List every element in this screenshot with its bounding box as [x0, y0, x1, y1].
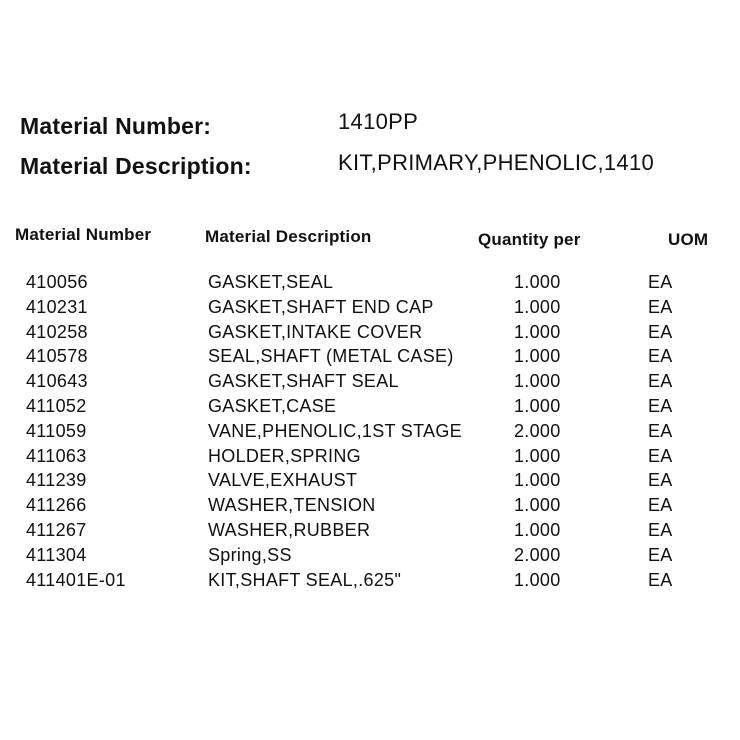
- quantity-cell: 1.000: [514, 445, 561, 466]
- quantity-cell: 1.000: [514, 470, 561, 491]
- material-description-cell: VALVE,EXHAUST: [208, 470, 358, 491]
- material-description-cell: Spring,SS: [208, 544, 292, 565]
- material-description-label: Material Description:: [20, 153, 252, 179]
- material-description-cell: VANE,PHENOLIC,1ST STAGE: [208, 420, 462, 441]
- material-description-cell: GASKET,SEAL: [208, 272, 334, 292]
- column-header-uom: UOM: [668, 230, 709, 249]
- quantity-cell: 2.000: [514, 544, 561, 565]
- table-row: [0, 396, 740, 421]
- uom-cell: EA: [648, 445, 673, 466]
- material-description-cell: WASHER,RUBBER: [208, 519, 371, 540]
- uom-cell: EA: [648, 470, 673, 491]
- quantity-cell: 1.000: [514, 296, 561, 317]
- table-row: [0, 421, 740, 446]
- quantity-cell: 1.000: [514, 569, 561, 590]
- material-description-cell: KIT,SHAFT SEAL,.625": [208, 569, 402, 590]
- material-number-cell: 410258: [26, 321, 88, 342]
- material-number-cell: 411059: [26, 420, 87, 441]
- uom-cell: EA: [648, 272, 673, 292]
- uom-cell: EA: [648, 544, 673, 565]
- material-number-label: Material Number:: [20, 113, 212, 139]
- material-number-cell: 411401E-01: [26, 569, 126, 590]
- uom-cell: EA: [648, 296, 673, 317]
- column-header-material-description: Material Description: [205, 227, 372, 246]
- uom-cell: EA: [648, 395, 673, 416]
- table-row: [0, 495, 740, 520]
- quantity-cell: 1.000: [514, 495, 561, 516]
- material-description-cell: GASKET,SHAFT END CAP: [208, 296, 434, 317]
- quantity-cell: 1.000: [514, 395, 561, 416]
- material-description-value: KIT,PRIMARY,PHENOLIC,1410: [338, 150, 655, 175]
- material-number-cell: 411239: [26, 470, 87, 491]
- material-number-cell: 410578: [26, 346, 88, 367]
- column-header-material-number: Material Number: [15, 225, 152, 244]
- uom-cell: EA: [648, 371, 673, 392]
- column-header-quantity-per: Quantity per: [478, 230, 581, 249]
- material-description-cell: WASHER,TENSION: [208, 495, 376, 516]
- quantity-cell: 1.000: [514, 371, 561, 392]
- material-number-cell: 410056: [26, 272, 88, 292]
- uom-cell: EA: [648, 346, 673, 367]
- table-row: [0, 570, 740, 595]
- material-number-value: 1410PP: [338, 109, 419, 134]
- table-row: [0, 272, 740, 297]
- material-description-cell: GASKET,INTAKE COVER: [208, 321, 423, 342]
- material-description-cell: SEAL,SHAFT (METAL CASE): [208, 346, 454, 367]
- material-description-cell: GASKET,CASE: [208, 395, 337, 416]
- quantity-cell: 1.000: [514, 519, 561, 540]
- uom-cell: EA: [648, 420, 673, 441]
- quantity-cell: 1.000: [514, 346, 561, 367]
- material-description-cell: GASKET,SHAFT SEAL: [208, 371, 399, 392]
- table-row: [0, 470, 740, 495]
- table-row: [0, 371, 740, 396]
- material-number-cell: 411267: [26, 519, 87, 540]
- material-number-cell: 411266: [26, 495, 87, 516]
- material-description-cell: HOLDER,SPRING: [208, 445, 361, 466]
- table-row: [0, 346, 740, 371]
- table-row: [0, 520, 740, 545]
- parts-table: [0, 272, 740, 594]
- table-row: [0, 446, 740, 471]
- uom-cell: EA: [648, 569, 673, 590]
- table-row: [0, 297, 740, 322]
- uom-cell: EA: [648, 495, 673, 516]
- material-number-cell: 410643: [26, 371, 88, 392]
- material-number-cell: 411063: [26, 445, 87, 466]
- quantity-cell: 2.000: [514, 420, 561, 441]
- material-number-cell: 410231: [26, 296, 88, 317]
- uom-cell: EA: [648, 519, 673, 540]
- quantity-cell: 1.000: [514, 321, 561, 342]
- table-row: [0, 545, 740, 570]
- table-row: [0, 322, 740, 347]
- quantity-cell: 1.000: [514, 272, 561, 292]
- material-number-cell: 411304: [26, 544, 87, 565]
- uom-cell: EA: [648, 321, 673, 342]
- material-number-cell: 411052: [26, 395, 87, 416]
